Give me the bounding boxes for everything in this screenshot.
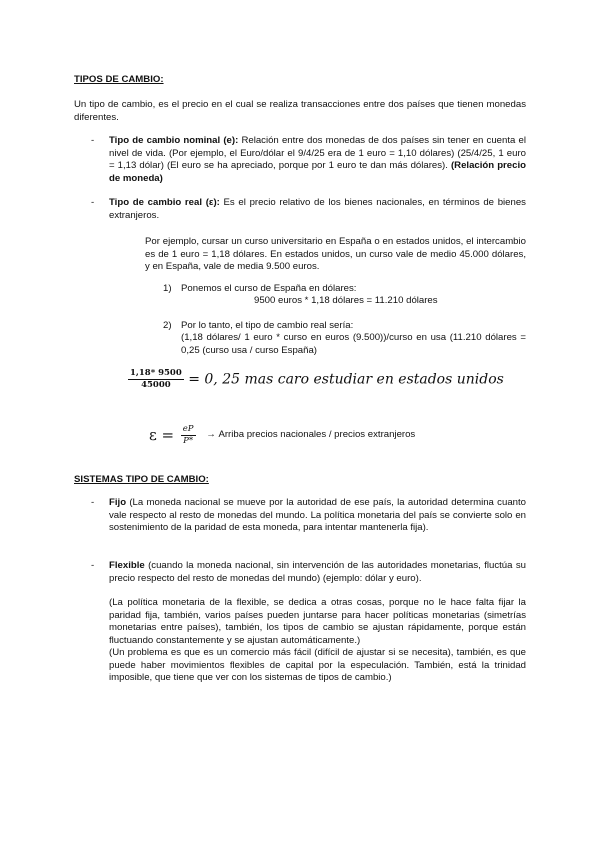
example-paragraph: Por ejemplo, cursar un curso universitario en España o en estados unidos, el intercambio es de 1 euro = 1,18 dólares. En estados unidos, un curso vale de medio 45.000 dólares, y en España, vale de media 9.500 euros.: [145, 236, 526, 273]
step1-number: 1): [163, 283, 172, 294]
real-item: [109, 197, 526, 222]
formula2-denominator: P*: [183, 436, 194, 446]
formula2-note: → Arriba precios nacionales / precios extranjeros: [206, 429, 416, 441]
formula1-numerator: 1,18* 9500: [130, 368, 182, 378]
step1-line2: 9500 euros * 1,18 dólares = 11.210 dólares: [254, 295, 438, 306]
fijo-term: Fijo: [109, 497, 127, 508]
fijo-text: (La moneda nacional se mueve por la autoridad de ese país, la autoridad determina cuanto vale respecto al resto de monedas del mundo. La política monetaria del país se convierte solo en sostenimiento de la paridad de esta moneda, para intentar mantenerla fija).: [109, 497, 526, 534]
flexible-paragraph-2: (Un problema es que es un comercio más fácil (difícil de ajustar si se necesita), también, es que puede haber movimientos flexibles de capital por la especulación. También, está la trinidad imposible, que tiene que ver con los sistemas de tipos de cambio.): [109, 647, 526, 684]
heading-sistemas-tipo-de-cambio: SISTEMAS TIPO DE CAMBIO:: [74, 474, 209, 485]
formula2-fraction: [181, 424, 196, 447]
formula-epsilon: [149, 424, 415, 447]
intro-paragraph: Un tipo de cambio, es el precio en el cual se realiza transacciones entre dos países que tienen monedas diferentes.: [74, 99, 526, 123]
flexible-paragraph-1: (La política monetaria de la flexible, se dedica a otras cosas, porque no le hace falta fijar la paridad fija, también, varios países pueden juntarse para hacer políticas monetarias (simetrías monetarias entre países), también, los tipos de cambio se ajustan rápidamente, porque están fluctuando constantemente y se ajustan automáticamente.): [109, 597, 526, 646]
fijo-item: [109, 497, 526, 535]
step1-line1: Ponemos el curso de España en dólares:: [181, 283, 357, 294]
nominal-bold-tail: (Relación precio de moneda): [109, 160, 526, 184]
formula1-denominator: 45000: [141, 380, 171, 390]
bullet-dash: -: [91, 560, 95, 571]
real-text: Es el precio relativo de los bienes nacionales, en términos de bienes extranjeros.: [109, 197, 526, 221]
bullet-dash: -: [91, 135, 95, 146]
heading-tipos-de-cambio: TIPOS DE CAMBIO:: [74, 74, 164, 85]
formula1-rhs: = 0, 25 mas caro estudiar en estados unidos: [188, 371, 504, 388]
formula2-numerator: eP: [182, 424, 194, 434]
formula-ratio: [128, 368, 504, 391]
nominal-item: [109, 135, 526, 185]
nominal-text: Relación entre dos monedas de dos países sin tener en cuenta el nivel de vida. (Por ejemplo, el Euro/dólar el 9/4/25 era de 1 euro = 1,10 dólares) (25/4/25, 1 euro = 1,13 dólar) (El euro se ha apreciado, porque por 1 euro te dan más dólares).: [109, 135, 526, 172]
step2-line1: Por lo tanto, el tipo de cambio real sería:: [181, 320, 354, 331]
nominal-term: Tipo de cambio nominal (e):: [109, 135, 239, 146]
formula2-lhs: ε =: [149, 426, 175, 445]
bullet-dash: -: [91, 497, 95, 508]
formula1-fraction: [128, 368, 184, 391]
step2-number: 2): [163, 320, 172, 331]
bullet-dash: -: [91, 197, 95, 208]
step2-line2: (1,18 dólares/ 1 euro * curso en euros (9.500))/curso en usa (11.210 dólares = 0,25 (curso usa / curso España): [181, 332, 526, 356]
flexible-term: Flexible: [109, 560, 145, 571]
real-term: Tipo de cambio real (ε):: [109, 197, 220, 208]
flexible-text: (cuando la moneda nacional, sin intervención de las autoridades monetarias, fluctúa su precio respecto del resto de monedas del mundo) (ejemplo: dólar y euro).: [109, 560, 526, 584]
flexible-item: [109, 560, 526, 585]
